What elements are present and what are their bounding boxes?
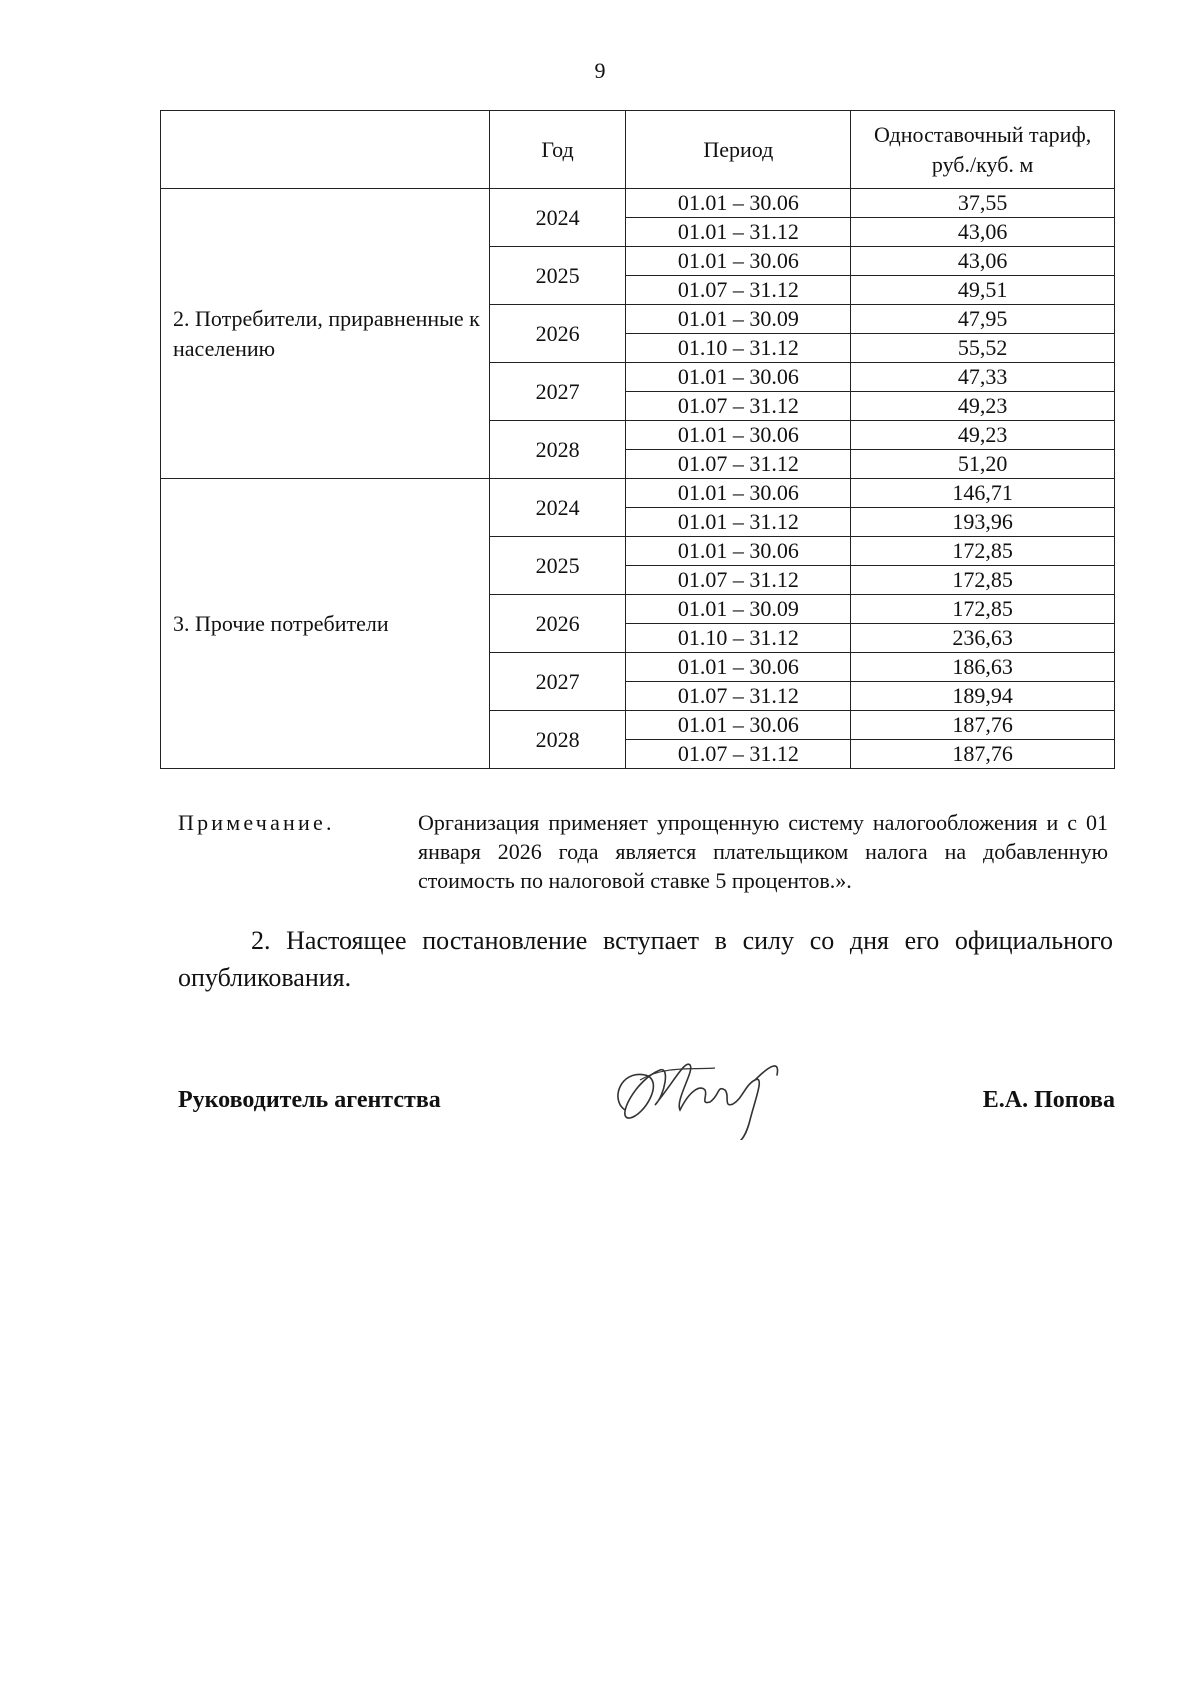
period-cell: 01.07 – 31.12 (626, 276, 851, 305)
tariff-cell: 236,63 (851, 624, 1115, 653)
header-year: Год (489, 111, 626, 189)
period-cell: 01.01 – 31.12 (626, 218, 851, 247)
page-number: 9 (594, 58, 606, 83)
tariff-cell: 189,94 (851, 682, 1115, 711)
tariff-cell: 49,23 (851, 421, 1115, 450)
tariff-cell: 186,63 (851, 653, 1115, 682)
tariff-cell: 47,33 (851, 363, 1115, 392)
period-cell: 01.01 – 30.06 (626, 189, 851, 218)
period-cell: 01.10 – 31.12 (626, 334, 851, 363)
period-cell: 01.01 – 30.09 (626, 305, 851, 334)
year-cell: 2024 (489, 189, 626, 247)
signatory-title: Руководитель агентства (178, 1087, 441, 1113)
signatory-name: Е.А. Попова (982, 1087, 1115, 1113)
tariff-cell: 187,76 (851, 740, 1115, 769)
header-period: Период (626, 111, 851, 189)
tariff-cell: 146,71 (851, 479, 1115, 508)
handwritten-signature (605, 1040, 805, 1140)
year-cell: 2027 (489, 653, 626, 711)
period-cell: 01.01 – 30.09 (626, 595, 851, 624)
tariff-cell: 49,23 (851, 392, 1115, 421)
period-cell: 01.10 – 31.12 (626, 624, 851, 653)
consumer-category: 3. Прочие потребители (161, 479, 490, 769)
year-cell: 2028 (489, 421, 626, 479)
tariff-cell: 193,96 (851, 508, 1115, 537)
consumer-category: 2. Потребители, приравненные к населению (161, 189, 490, 479)
period-cell: 01.01 – 30.06 (626, 421, 851, 450)
period-cell: 01.01 – 30.06 (626, 711, 851, 740)
final-paragraph (178, 922, 1113, 996)
period-cell: 01.07 – 31.12 (626, 566, 851, 595)
year-cell: 2025 (489, 247, 626, 305)
tariff-cell: 172,85 (851, 566, 1115, 595)
year-cell: 2026 (489, 595, 626, 653)
note-label: Примечание. (178, 810, 335, 835)
note-text: Организация применяет упрощенную систему налогообложения и с 01 января 2026 года является плательщиком налога на добавленную стоимость по налоговой ставке 5 процентов.». (418, 810, 1108, 893)
tariff-cell: 51,20 (851, 450, 1115, 479)
final-paragraph-text: 2. Настоящее постановление вступает в силу со дня его официального опубликования. (178, 926, 1113, 992)
period-cell: 01.07 – 31.12 (626, 392, 851, 421)
period-cell: 01.01 – 30.06 (626, 653, 851, 682)
period-cell: 01.01 – 31.12 (626, 508, 851, 537)
period-cell: 01.07 – 31.12 (626, 450, 851, 479)
year-cell: 2028 (489, 711, 626, 769)
table-header-row (161, 111, 1115, 189)
header-category (161, 111, 490, 189)
year-cell: 2026 (489, 305, 626, 363)
tariff-cell: 43,06 (851, 247, 1115, 276)
period-cell: 01.07 – 31.12 (626, 682, 851, 711)
period-cell: 01.07 – 31.12 (626, 740, 851, 769)
tariff-cell: 43,06 (851, 218, 1115, 247)
period-cell: 01.01 – 30.06 (626, 363, 851, 392)
year-cell: 2027 (489, 363, 626, 421)
table-row (161, 189, 1115, 218)
tariff-cell: 47,95 (851, 305, 1115, 334)
tariff-cell: 187,76 (851, 711, 1115, 740)
year-cell: 2024 (489, 479, 626, 537)
period-cell: 01.01 – 30.06 (626, 537, 851, 566)
tariff-cell: 49,51 (851, 276, 1115, 305)
year-cell: 2025 (489, 537, 626, 595)
period-cell: 01.01 – 30.06 (626, 247, 851, 276)
tariff-table (160, 110, 1115, 769)
tariff-cell: 172,85 (851, 595, 1115, 624)
tariff-cell: 172,85 (851, 537, 1115, 566)
tariff-cell: 55,52 (851, 334, 1115, 363)
table-row (161, 479, 1115, 508)
header-tariff: Одноставочный тариф, руб./куб. м (851, 111, 1115, 189)
tariff-cell: 37,55 (851, 189, 1115, 218)
period-cell: 01.01 – 30.06 (626, 479, 851, 508)
table-body (161, 189, 1115, 769)
